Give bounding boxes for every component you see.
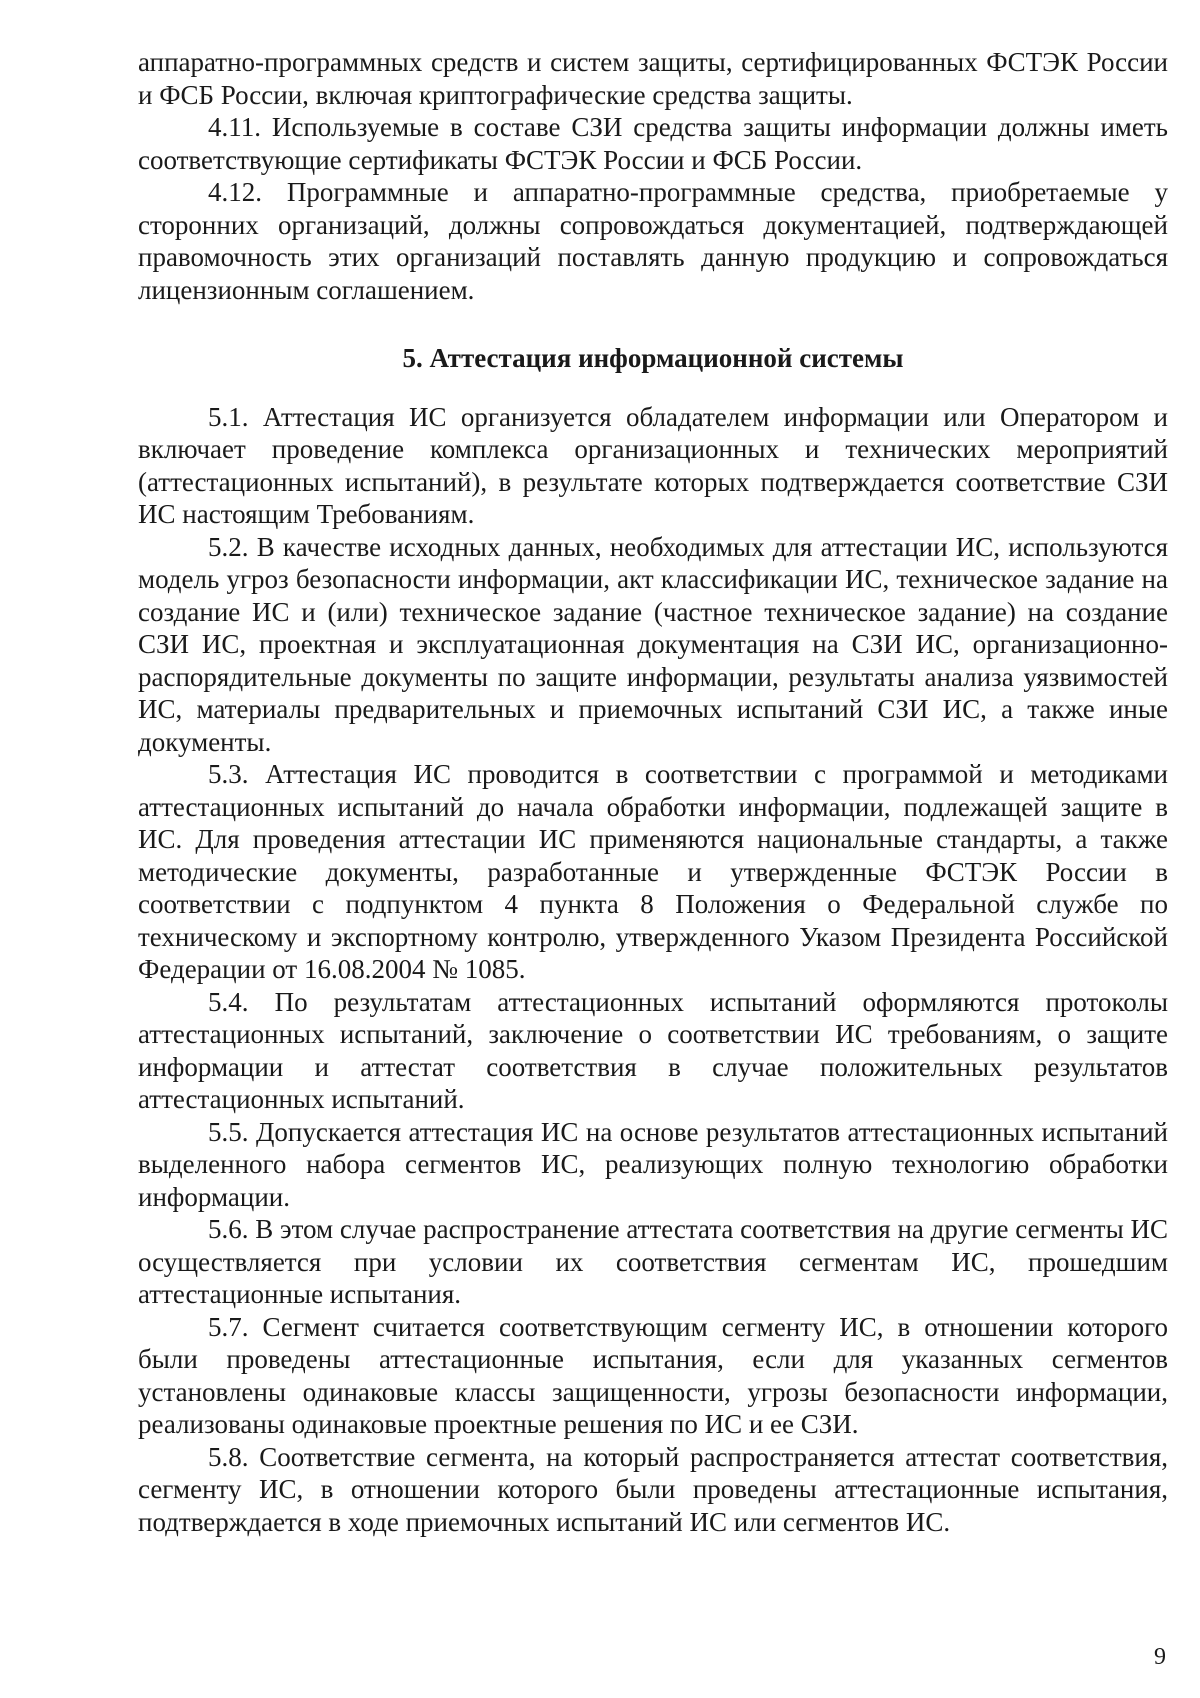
paragraph-5-6: 5.6. В этом случае распространение аттестата соответствия на другие сегменты ИС осуществляется при условии их соответствия сегментам ИС, прошедшим аттестационные испытания. [138, 1214, 1169, 1309]
paragraph-4-11: 4.11. Используемые в составе СЗИ средства защиты информации должны иметь соответствующие сертификаты ФСТЭК России и ФСБ России. [138, 112, 1168, 175]
paragraph-5-8: 5.8. Соответствие сегмента, на который распространяется аттестат соответствия, сегменту ИС, в отношении которого были проведены аттестационные испытания, подтверждается в ходе приемочных испытаний ИС или сегментов ИС. [138, 1441, 1168, 1537]
paragraph-continuation: аппаратно-программных средств и систем защиты, сертифицированных ФСТЭК России и ФСБ России, включая криптографические средства защиты. [138, 47, 1168, 110]
page-number: 9 [1154, 1644, 1166, 1670]
paragraph-5-7: 5.7. Сегмент считается соответствующим сегменту ИС, в отношении которого были проведены аттестационные испытания, если для указанных сегментов установлены одинаковые классы защищенности, угрозы безопасности информации, реализованы одинаковые проектные решения по ИС и ее СЗИ. [138, 1311, 1168, 1439]
document-page [138, 46, 1168, 1538]
paragraph-5-3: 5.3. Аттестация ИС проводится в соответствии с программой и методиками аттестационных испытаний до начала обработки информации, подлежащей защите в ИС. Для проведения аттестации ИС применяются национальные стандарты, а также методические документы, разработанные и утвержденные ФСТЭК России в соответствии с подпунктом 4 пункта 8 Положения о Федеральной службе по техническому и экспортному контролю, утвержденного Указом Президента Российской Федерации от 16.08.2004 № 1085. [138, 759, 1168, 984]
paragraph-4-12: 4.12. Программные и аппаратно-программные средства, приобретаемые у сторонних организаций, должны сопровождаться документацией, подтверждающей правомочность этих организаций поставлять данную продукцию и сопровождаться лицензионным соглашением. [138, 177, 1168, 305]
paragraph-5-4: 5.4. По результатам аттестационных испытаний оформляются протоколы аттестационных испытаний, заключение о соответствии ИС требованиям, о защите информации и аттестат соответствия в случае положительных результатов аттестационных испытаний. [138, 986, 1168, 1114]
paragraph-5-5: 5.5. Допускается аттестация ИС на основе результатов аттестационных испытаний выделенного набора сегментов ИС, реализующих полную технологию обработки информации. [138, 1116, 1168, 1212]
paragraph-5-1: 5.1. Аттестация ИС организуется обладателем информации или Оператором и включает проведение комплекса организационных и технических мероприятий (аттестационных испытаний), в результате которых подтверждается соответствие СЗИ ИС настоящим Требованиям. [138, 401, 1168, 529]
section-heading: 5. Аттестация информационной системы [402, 343, 904, 373]
paragraph-5-2: 5.2. В качестве исходных данных, необходимых для аттестации ИС, используются модель угроз безопасности информации, акт классификации ИС, техническое задание на создание ИС и (или) техническое задание (частное техническое задание) на создание СЗИ ИС, проектная и эксплуатационная документация на СЗИ ИС, организационно-распорядительные документы по защите информации, результаты анализа уязвимостей ИС, материалы предварительных и приемочных испытаний СЗИ ИС, а также иные документы. [138, 531, 1168, 757]
